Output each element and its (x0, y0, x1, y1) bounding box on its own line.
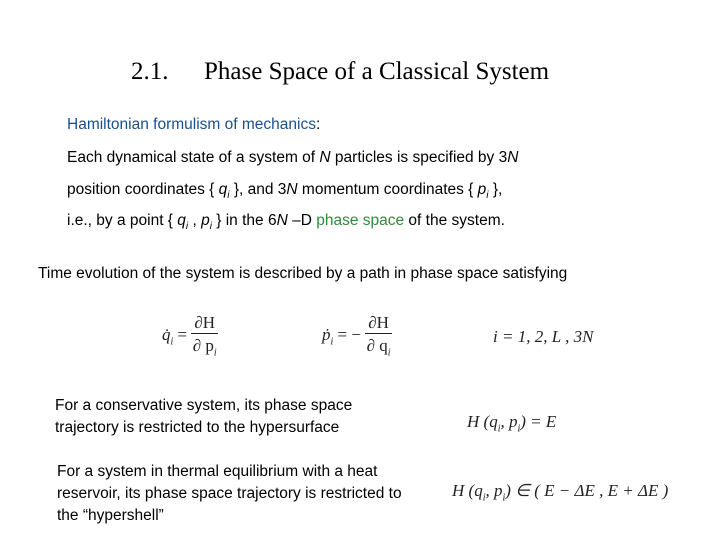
intro-line-3: i.e., by a point { $q_i$ , $p_i$ } in the 6N –D phase space of the system. (67, 212, 505, 233)
index-range: i = 1, 2, L , 3N (493, 327, 594, 346)
conservative-paragraph: For a conservative system, its phase space trajectory is restricted to the hypersurface (55, 397, 353, 436)
page-title: Phase Space of a Classical System (204, 58, 550, 85)
thermal-paragraph: For a system in thermal equilibrium with a heat reservoir, its phase space trajectory is restricted to the “hypershell” (57, 463, 402, 524)
phase-space-link[interactable]: phase space (316, 212, 405, 229)
evolution-text: Time evolution of the system is described by a path in phase space satisfying (38, 265, 568, 282)
section-number: 2.1. (131, 58, 169, 85)
qdot-equation: $q̇_i$ = $\frac{\partial H}{\partial p_i}$ (162, 313, 217, 359)
hypershell-equation: H ($q_i$, $p_i$) ∈ ( E − ΔE , E + ΔE ) (452, 481, 669, 504)
hamiltonian-link[interactable]: Hamiltonian formulism of mechanics (67, 116, 316, 133)
intro-heading: Hamiltonian formulism of mechanics: (67, 116, 321, 133)
intro-line-2: position coordinates { $q_i$ }, and 3N momentum coordinates { $p_i$ }, (67, 181, 503, 202)
hypersurface-equation: H ($q_i$, $p_i) = E$ (467, 412, 557, 435)
intro-line-1: Each dynamical state of a system of N particles is specified by 3N (67, 149, 519, 166)
pdot-equation: $ṗ_i$ = − $\frac{\partial H}{\partial q_i}$ (322, 313, 391, 359)
